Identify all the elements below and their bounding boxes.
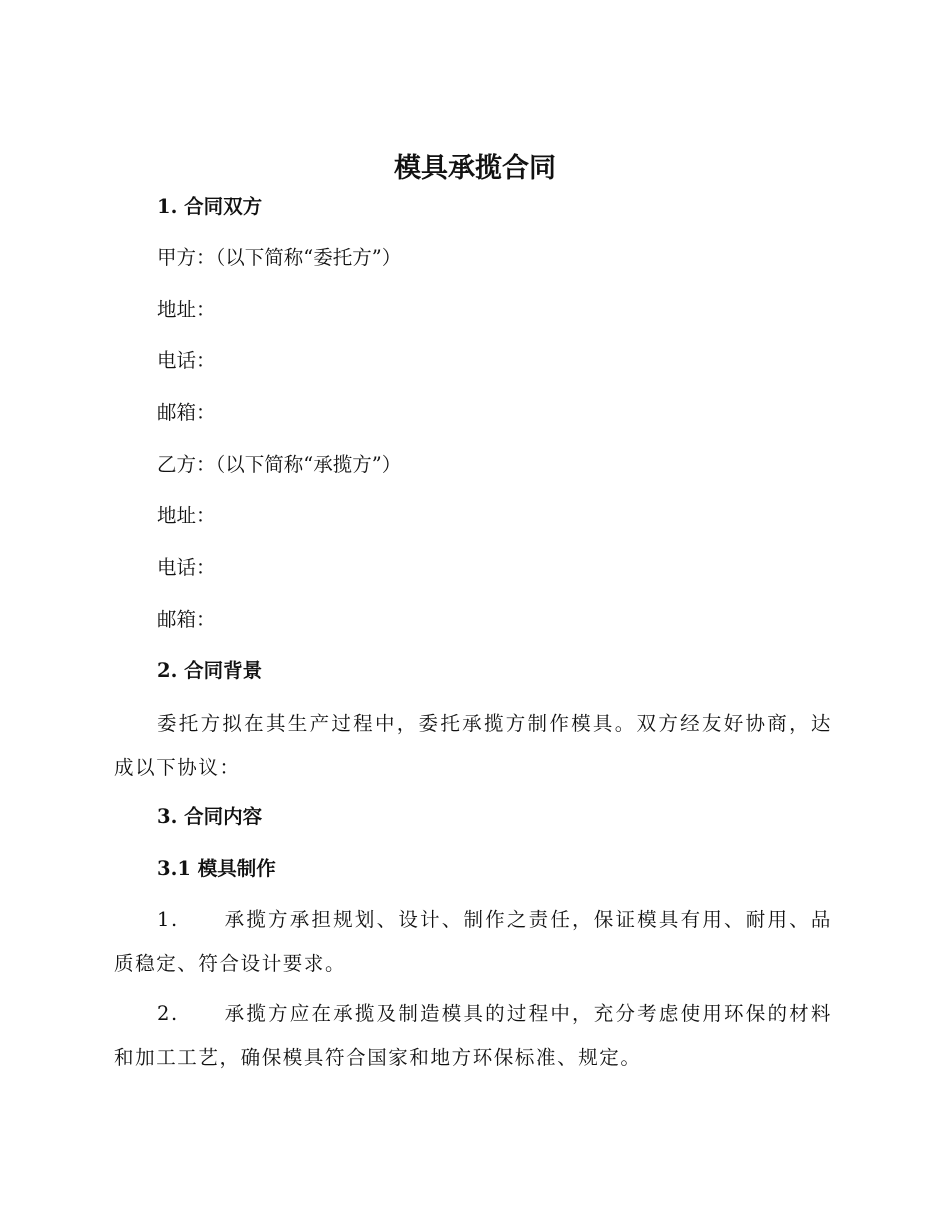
party-a-phone: 电话： <box>157 349 216 372</box>
section-heading-parties: 1. 合同双方 <box>157 195 263 218</box>
document-title: 模具承揽合同 <box>394 153 556 184</box>
list-item-text: 承揽方应在承揽及制造模具的过程中，充分考虑使用环保的材料和加工工艺，确保模具符合国家和地方环保标准、规定。 <box>114 1002 832 1069</box>
party-a-address: 地址： <box>157 298 216 321</box>
party-b-email: 邮箱： <box>157 608 216 631</box>
list-item-text: 承揽方承担规划、设计、制作之责任，保证模具有用、耐用、品质稳定、符合设计要求。 <box>114 908 832 975</box>
list-item <box>114 898 832 986</box>
party-a-line: 甲方：（以下简称“委托方”） <box>157 246 402 269</box>
party-b-line: 乙方：（以下简称“承揽方”） <box>157 453 402 476</box>
list-item <box>114 992 832 1080</box>
section-heading-content: 3. 合同内容 <box>157 805 263 828</box>
party-b-address: 地址： <box>157 504 216 527</box>
list-item-number: 1. <box>157 908 179 931</box>
background-paragraph: 委托方拟在其生产过程中，委托承揽方制作模具。双方经友好协商，达成以下协议： <box>114 712 832 779</box>
party-a-email: 邮箱： <box>157 401 216 424</box>
party-b-phone: 电话： <box>157 556 216 579</box>
section-heading-background: 2. 合同背景 <box>157 659 263 682</box>
list-item-number: 2. <box>157 1002 179 1025</box>
subsection-heading-mold: 3.1 模具制作 <box>157 857 276 880</box>
